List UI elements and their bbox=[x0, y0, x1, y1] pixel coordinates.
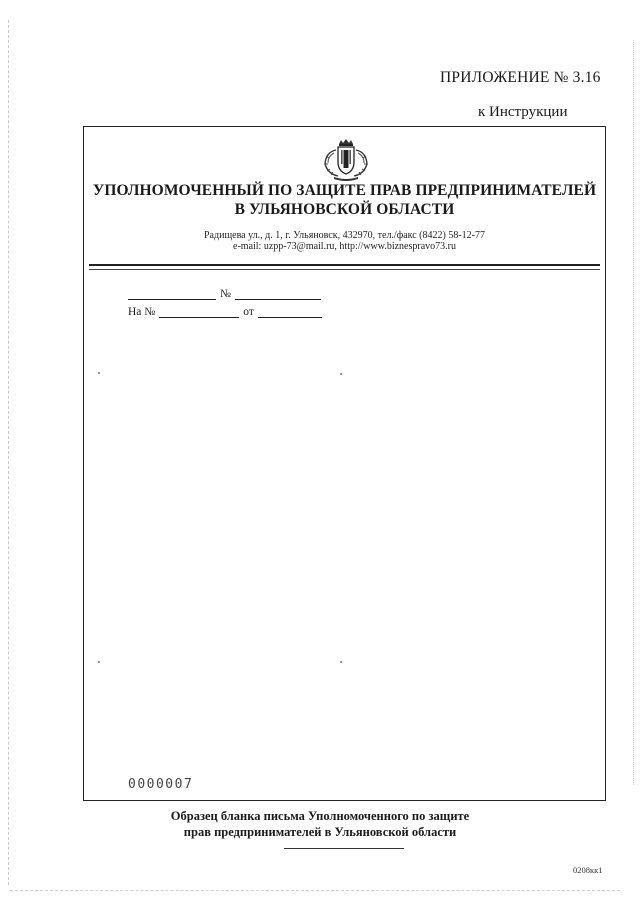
outgoing-number-row bbox=[128, 287, 321, 300]
organization-title-line1: УПОЛНОМОЧЕННЫЙ ПО ЗАЩИТЕ ПРАВ ПРЕДПРИНИМАТЕЛЕЙ bbox=[92, 182, 597, 199]
scan-left-edge bbox=[8, 20, 9, 885]
address-line: Радищева ул., д. 1, г. Ульяновск, 432970, тел./факс (8422) 58-12-77 bbox=[204, 230, 485, 241]
letterhead-frame bbox=[83, 126, 606, 801]
scan-right-edge bbox=[633, 40, 634, 785]
outgoing-date-blank[interactable] bbox=[128, 287, 216, 300]
scan-bottom-edge bbox=[10, 890, 620, 891]
organization-title bbox=[84, 181, 605, 219]
scan-speck bbox=[98, 372, 100, 374]
sample-caption bbox=[0, 808, 640, 840]
caption-line2: прав предпринимателей в Ульяновской области bbox=[183, 825, 457, 839]
ulyanovsk-coat-of-arms-icon bbox=[320, 138, 372, 182]
caption-underline bbox=[284, 848, 404, 849]
contact-line: e-mail: uzpp-73@mail.ru, http://www.biznespravo73.ru bbox=[233, 241, 456, 252]
contact-block bbox=[84, 230, 605, 252]
incoming-date-blank[interactable] bbox=[258, 305, 322, 318]
form-code: 0208кк1 bbox=[573, 865, 603, 875]
letterhead-divider-thin bbox=[89, 269, 600, 270]
organization-title-line2: В УЛЬЯНОВСКОЙ ОБЛАСТИ bbox=[234, 201, 455, 218]
from-label: от bbox=[243, 306, 254, 318]
appendix-title: ПРИЛОЖЕНИЕ № 3.16 bbox=[440, 69, 601, 86]
scan-speck bbox=[340, 661, 342, 663]
outgoing-number-blank[interactable] bbox=[235, 287, 321, 300]
number-sign: № bbox=[220, 288, 231, 300]
incoming-number-blank[interactable] bbox=[159, 305, 239, 318]
scan-speck bbox=[340, 373, 342, 375]
letterhead-divider-thick bbox=[89, 264, 600, 266]
scan-speck bbox=[98, 661, 100, 663]
appendix-subtitle: к Инструкции bbox=[478, 104, 568, 120]
in-reply-label: На № bbox=[128, 306, 156, 318]
caption-line1: Образец бланка письма Уполномоченного по защите bbox=[170, 809, 470, 823]
serial-number: 0000007 bbox=[128, 777, 194, 792]
incoming-reference-row bbox=[128, 305, 322, 318]
